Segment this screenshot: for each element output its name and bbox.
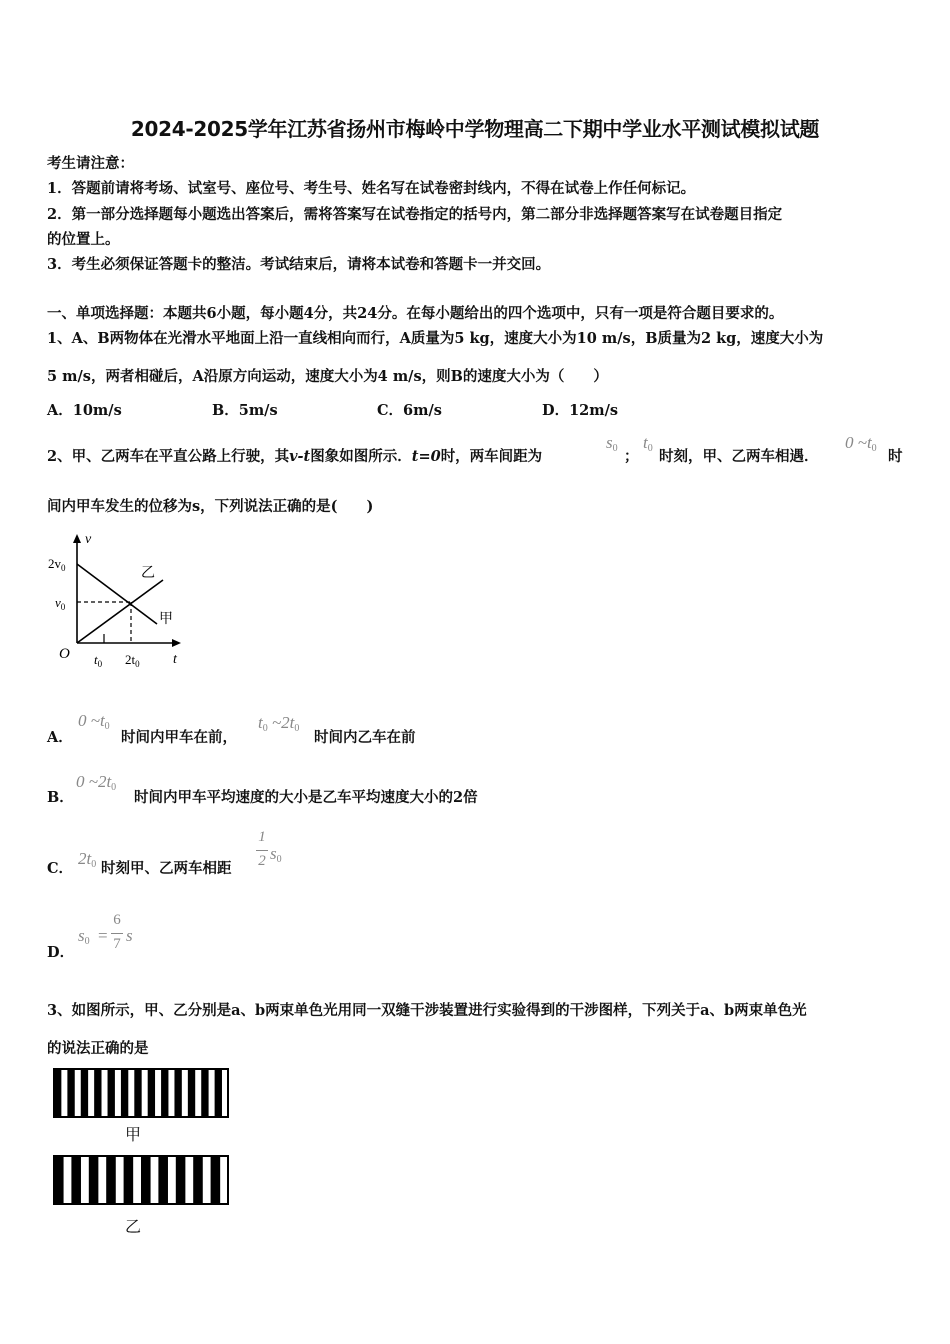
notice-line-3: 3．考生必须保证答题卡的整洁。考试结束后，请将本试卷和答题卡一并交回。 — [47, 256, 551, 273]
jia-dark-fringe — [201, 1069, 208, 1117]
q1-line-1: 1、A、B两物体在光滑水平地面上沿一直线相向而行，A质量为5 kg，速度大小为10 m/s，B质量为2 kg，速度大小为 — [47, 330, 824, 347]
jia-dark-fringe — [148, 1069, 155, 1117]
interference-pattern-jia — [53, 1068, 229, 1118]
q2-option-c-text: 时刻甲、乙两车相距 — [101, 860, 232, 877]
q2-option-c-label: C． — [47, 860, 74, 877]
jia-pattern-label: 甲 — [125, 1125, 142, 1144]
q2-vt: v-t — [289, 448, 311, 465]
yi-dark-fringe — [193, 1156, 203, 1204]
yi-pattern-label: 乙 — [125, 1217, 142, 1236]
q2-line-2: 间内甲车发生的位移为s，下列说法正确的是( ) — [47, 498, 374, 515]
q2-option-a-label: A． — [47, 729, 73, 746]
q2-t0-math: t0 — [643, 433, 653, 454]
yi-dark-fringe — [158, 1156, 168, 1204]
yi-dark-fringe — [89, 1156, 99, 1204]
jia-dark-fringe — [134, 1069, 141, 1117]
q2-option-c-frac-bar — [256, 850, 268, 851]
page-title: 2024-2025学年江苏省扬州市梅岭中学物理高二下期中学业水平测试模拟试题 — [130, 117, 820, 141]
q2-line-1 — [47, 445, 542, 466]
q2-option-d-frac-num: 6 — [113, 912, 121, 928]
tick-2v0: $2v_0$ — [48, 556, 66, 573]
vt-graph — [45, 528, 195, 673]
yi-dark-fringe — [211, 1156, 221, 1204]
jia-dark-fringe — [174, 1069, 181, 1117]
q2-option-d-label: D． — [47, 944, 75, 961]
q2-option-d-s: s — [126, 926, 133, 945]
q2-option-a-math-2: t0 ~2t0 — [258, 713, 300, 734]
q2-text-a: 2、甲、乙两车在平直公路上行驶，其 — [47, 448, 290, 465]
jia-dark-fringe — [161, 1069, 168, 1117]
notice-line-1: 1．答题前请将考场、试室号、座位号、考生号、姓名写在试卷密封线内，不得在试卷上作任何标记。 — [47, 180, 696, 197]
q2-option-b-label: B． — [47, 789, 74, 806]
t-axis-label: t — [173, 652, 177, 667]
q2-option-d-frac-bar — [111, 933, 123, 934]
section-heading: 一、单项选择题：本题共6小题，每小题4分，共24分。在每小题给出的四个选项中，只有一项是符合题目要求的。 — [47, 305, 784, 322]
q1-option-c: C．6m/s — [377, 402, 442, 419]
notice-line-2b: 的位置上。 — [47, 231, 120, 248]
q1-line-2: 5 m/s，两者相碰后，A沿原方向运动，速度大小为4 m/s，则B的速度大小为（ ） — [47, 368, 608, 385]
yi-line — [77, 580, 163, 643]
jia-dark-fringe — [215, 1069, 222, 1117]
q2-option-b-math: 0 ~2t0 — [76, 772, 117, 793]
q2-option-c-frac-den: 2 — [258, 853, 266, 869]
q2-option-d-frac-den: 7 — [113, 936, 121, 952]
q2-option-c-math: 2t0 — [78, 849, 97, 870]
q1-option-b: B．5m/s — [212, 402, 278, 419]
q2-option-b-text: 时间内甲车平均速度的大小是乙车平均速度大小的2倍 — [134, 789, 478, 806]
yi-dark-fringe — [71, 1156, 81, 1204]
q2-option-a-text-1: 时间内甲车在前， — [121, 729, 237, 746]
q2-option-d-eq: = — [98, 926, 108, 945]
yi-dark-fringe — [176, 1156, 186, 1204]
q3-line-1: 3、如图所示，甲、乙分别是a、b两束单色光用同一双缝干涉装置进行实验得到的干涉图样，下列关于a、b两束单色光 — [47, 1002, 807, 1019]
interference-pattern-yi — [53, 1155, 229, 1205]
q2-text-b: 图象如图所示． — [310, 448, 412, 465]
notice-line-2a: 2．第一部分选择题每小题选出答案后，需将答案写在试卷指定的括号内，第二部分非选择题答案写在试卷题目指定 — [47, 206, 783, 223]
jia-dark-fringe — [121, 1069, 128, 1117]
t-axis-arrow — [172, 639, 181, 647]
jia-dark-fringe — [188, 1069, 195, 1117]
notice-heading: 考生请注意： — [47, 155, 134, 172]
q2-range-math: 0 ~t0 — [845, 433, 877, 454]
jia-dark-fringe — [94, 1069, 101, 1117]
q2-option-c-s0: s0 — [270, 844, 282, 865]
tick-v0: $v_0$ — [55, 595, 66, 612]
jia-dark-fringe — [81, 1069, 88, 1117]
q2-option-d-s0: s0 — [78, 926, 90, 947]
yi-dark-fringe — [106, 1156, 116, 1204]
yi-label: 乙 — [141, 566, 155, 581]
q1-option-d: D．12m/s — [542, 402, 619, 419]
jia-dark-fringe — [67, 1069, 74, 1117]
q2-semicolon: ； — [624, 448, 639, 465]
jia-label: 甲 — [159, 612, 173, 627]
jia-dark-fringe — [108, 1069, 115, 1117]
q2-text-e: 时 — [888, 448, 903, 465]
q2-s0-math: s0 — [606, 433, 618, 454]
q2-option-a-text-2: 时间内乙车在前 — [314, 729, 416, 746]
q3-line-2: 的说法正确的是 — [47, 1040, 149, 1057]
q2-text-d: 时刻，甲、乙两车相遇． — [659, 448, 819, 465]
q2-option-c-frac-num: 1 — [258, 829, 266, 845]
tick-2t0: $2t_0$ — [125, 652, 140, 669]
yi-dark-fringe — [141, 1156, 151, 1204]
q2-t-eq: t=0 — [411, 448, 441, 465]
yi-dark-fringe — [124, 1156, 134, 1204]
tick-t0: $t_0$ — [94, 652, 103, 669]
jia-dark-fringe — [54, 1069, 61, 1117]
q2-text-c: 时，两车间距为 — [440, 448, 543, 465]
q2-option-a-math-1: 0 ~t0 — [78, 711, 110, 732]
q1-option-a: A．10m/s — [47, 402, 122, 419]
origin-label: O — [59, 646, 70, 662]
yi-dark-fringe — [54, 1156, 64, 1204]
v-axis-arrow — [73, 534, 81, 543]
v-axis-label: v — [85, 532, 92, 547]
